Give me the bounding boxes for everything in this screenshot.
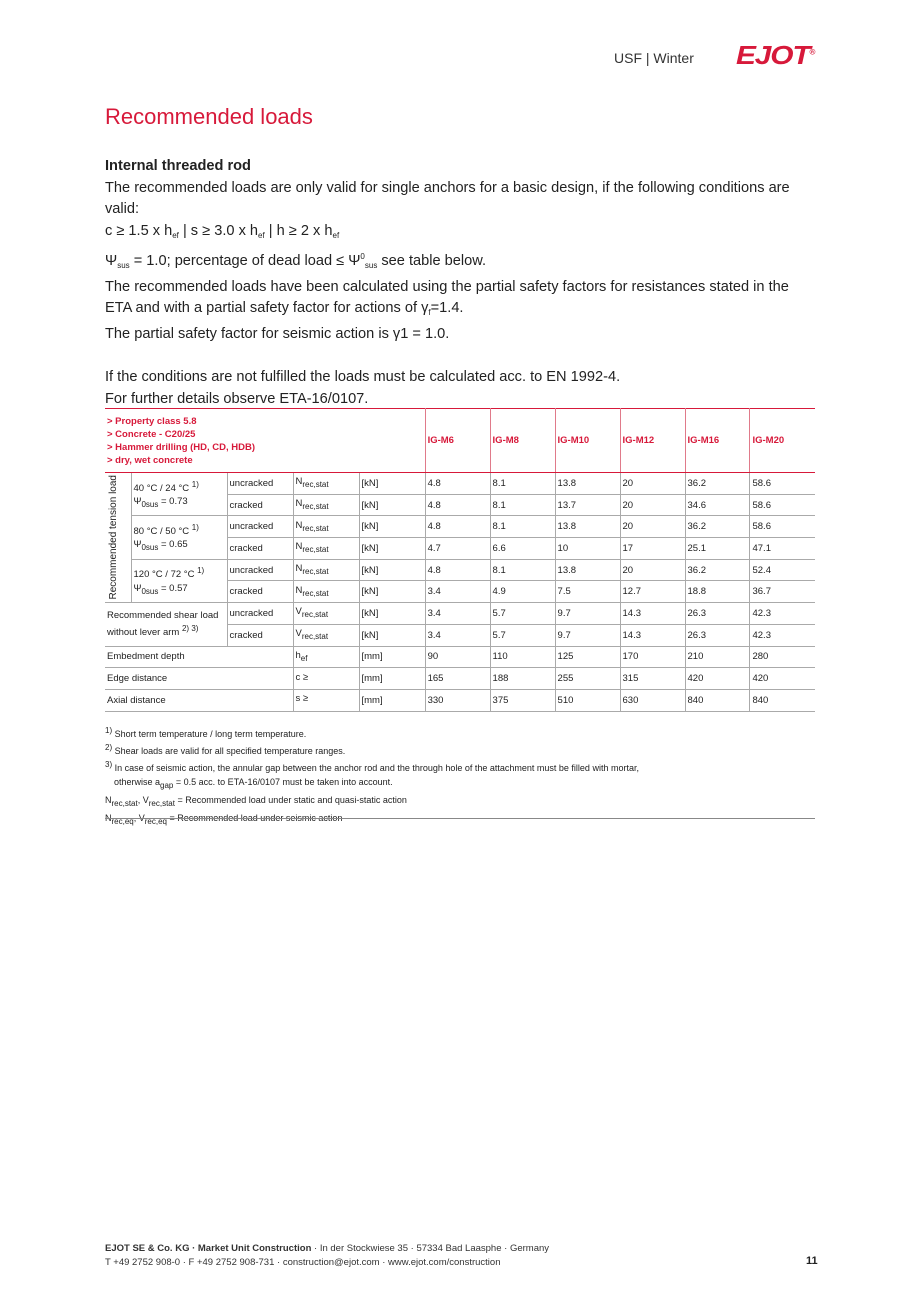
- value-cell: 36.7: [750, 581, 815, 603]
- value-cell: 12.7: [620, 581, 685, 603]
- symbol: s ≥: [293, 689, 359, 711]
- concrete-state: uncracked: [227, 603, 293, 625]
- symbol: $N_{rec,stat}$: [293, 494, 359, 516]
- footer: EJOT SE & Co. KG · Market Unit Construction · In der Stockwiese 35 · 57334 Bad Laasphe · Germany T +49 2752 908-0 · F +49 2752 908-731 · construction@ejot.com · www.ejot.com/construction: [105, 1243, 550, 1268]
- value-cell: 13.8: [555, 516, 620, 538]
- concrete-state: cracked: [227, 624, 293, 646]
- table-row: [105, 668, 815, 690]
- value-cell: 47.1: [750, 538, 815, 560]
- value-cell: 4.8: [425, 494, 490, 516]
- concrete-state: uncracked: [227, 516, 293, 538]
- value-cell: 17: [620, 538, 685, 560]
- unit: [kN]: [359, 473, 425, 495]
- section-header: USF | Winter: [614, 50, 694, 66]
- value-cell: 4.8: [425, 473, 490, 495]
- value-cell: 4.8: [425, 559, 490, 581]
- divider: [105, 818, 815, 819]
- symbol: $N_{rec,stat}$: [293, 581, 359, 603]
- column-header: IG-M10: [555, 409, 620, 473]
- value-cell: 5.7: [490, 603, 555, 625]
- value-cell: 9.7: [555, 624, 620, 646]
- value-cell: 165: [425, 668, 490, 690]
- column-header: IG-M16: [685, 409, 750, 473]
- table-row: [105, 473, 815, 495]
- symbol: c ≥: [293, 668, 359, 690]
- value-cell: 630: [620, 689, 685, 711]
- symbol: $h_{ef}$: [293, 646, 359, 668]
- concrete-state: cracked: [227, 581, 293, 603]
- value-cell: 840: [750, 689, 815, 711]
- unit: [kN]: [359, 624, 425, 646]
- value-cell: 58.6: [750, 516, 815, 538]
- parameter-label: Embedment depth: [105, 646, 293, 668]
- value-cell: 420: [685, 668, 750, 690]
- value-cell: 20: [620, 516, 685, 538]
- value-cell: 13.7: [555, 494, 620, 516]
- value-cell: 52.4: [750, 559, 815, 581]
- conditions-line: c ≥ 1.5 x $h_{ef}$ | s ≥ 3.0 x $h_{ef}$ | h ≥ 2 x $h_{ef}$: [105, 222, 340, 240]
- temperature-range: 40 °C / 24 °C $^{1)}$ $\Psi_{0sus} = 0.73$: [131, 473, 227, 516]
- value-cell: 9.7: [555, 603, 620, 625]
- page-title: Recommended loads: [105, 104, 313, 129]
- value-cell: 58.6: [750, 473, 815, 495]
- section-heading: Internal threaded rod: [105, 158, 251, 174]
- value-cell: 3.4: [425, 624, 490, 646]
- value-cell: 125: [555, 646, 620, 668]
- unit: [kN]: [359, 494, 425, 516]
- concrete-state: cracked: [227, 538, 293, 560]
- table-row: [105, 603, 815, 625]
- unit: [mm]: [359, 689, 425, 711]
- value-cell: 90: [425, 646, 490, 668]
- value-cell: 5.7: [490, 624, 555, 646]
- column-header: IG-M12: [620, 409, 685, 473]
- value-cell: 8.1: [490, 516, 555, 538]
- concrete-state: uncracked: [227, 559, 293, 581]
- table-row: [105, 516, 815, 538]
- value-cell: 26.3: [685, 603, 750, 625]
- unit: [mm]: [359, 668, 425, 690]
- unit: [kN]: [359, 603, 425, 625]
- value-cell: 510: [555, 689, 620, 711]
- value-cell: 840: [685, 689, 750, 711]
- value-cell: 26.3: [685, 624, 750, 646]
- value-cell: 20: [620, 473, 685, 495]
- value-cell: 170: [620, 646, 685, 668]
- unit: [mm]: [359, 646, 425, 668]
- value-cell: 375: [490, 689, 555, 711]
- value-cell: 20: [620, 559, 685, 581]
- value-cell: 58.6: [750, 494, 815, 516]
- value-cell: 42.3: [750, 603, 815, 625]
- value-cell: 315: [620, 668, 685, 690]
- unit: [kN]: [359, 516, 425, 538]
- conditions-cell: > Property class 5.8 > Concrete - C20/25 > Hammer drilling (HD, CD, HDB) > dry, wet concrete: [105, 409, 425, 473]
- value-cell: 6.6: [490, 538, 555, 560]
- value-cell: 36.2: [685, 559, 750, 581]
- ejot-logo: EJOT®: [736, 40, 815, 70]
- shear-label: Recommended shear load without lever arm $^{2) 3)}$: [105, 603, 227, 646]
- table-row: [105, 689, 815, 711]
- symbol: $N_{rec,stat}$: [293, 473, 359, 495]
- value-cell: 36.2: [685, 516, 750, 538]
- intro-text: Internal threaded rod The recommended loads are only valid for single anchors for a basic design, if the following conditions are valid: c ≥ 1.5 x $h_{ef}$ | s ≥ 3.0 x $h_{ef}$ | h ≥ 2 x $h_{ef}$ $\Psi_{sus} = 1.0$; percentage of dead load ≤ $\Psi^0_{sus}$ see table below. The recommended loads have been calculated using the partial safety factors for resistances stated in the ETA and with a partial safety factor for actions of $\gamma_f=1.4$. The partial safety factor for seismic action is γ1 = 1.0. If the conditions are not fulfilled the loads must be calculated acc. to EN 1992-4. For further details observe ETA-16/0107.: [105, 156, 805, 410]
- value-cell: 3.4: [425, 581, 490, 603]
- parameter-label: Axial distance: [105, 689, 293, 711]
- symbol: $N_{rec,stat}$: [293, 559, 359, 581]
- footnotes: $^{1)}$ Short term temperature / long term temperature. $^{2)}$ Shear loads are valid for all specified temperature ranges. $^{3)}$ In case of seismic action, the annular gap between the anchor rod and the through hole of the attachment must be filled with mortar, otherwise $a_{gap} = 0.5$ acc. to ETA-16/0107 must be taken into account. $N_{rec,stat}$, $V_{rec,stat}$ = Recommended load under static and quasi-static action $N_{rec,eq}$, $V_{rec,eq}$ = Recommended load under seismic action: [105, 726, 639, 826]
- tension-label: Recommended tension load: [105, 473, 131, 603]
- column-header: IG-M20: [750, 409, 815, 473]
- value-cell: 330: [425, 689, 490, 711]
- concrete-state: uncracked: [227, 473, 293, 495]
- symbol: $N_{rec,stat}$: [293, 516, 359, 538]
- page-number: 11: [806, 1255, 818, 1267]
- table-row: [105, 646, 815, 668]
- value-cell: 7.5: [555, 581, 620, 603]
- value-cell: 14.3: [620, 624, 685, 646]
- value-cell: 20: [620, 494, 685, 516]
- value-cell: 10: [555, 538, 620, 560]
- value-cell: 14.3: [620, 603, 685, 625]
- unit: [kN]: [359, 538, 425, 560]
- value-cell: 13.8: [555, 559, 620, 581]
- unit: [kN]: [359, 559, 425, 581]
- value-cell: 4.7: [425, 538, 490, 560]
- value-cell: 18.8: [685, 581, 750, 603]
- recommended-loads-table: [105, 408, 815, 712]
- value-cell: 210: [685, 646, 750, 668]
- value-cell: 8.1: [490, 473, 555, 495]
- value-cell: 280: [750, 646, 815, 668]
- value-cell: 42.3: [750, 624, 815, 646]
- value-cell: 255: [555, 668, 620, 690]
- value-cell: 8.1: [490, 494, 555, 516]
- value-cell: 420: [750, 668, 815, 690]
- column-header: IG-M8: [490, 409, 555, 473]
- temperature-range: 120 °C / 72 °C $^{1)}$ $\Psi_{0sus} = 0.57$: [131, 559, 227, 602]
- value-cell: 4.8: [425, 516, 490, 538]
- value-cell: 188: [490, 668, 555, 690]
- symbol: $N_{rec,stat}$: [293, 538, 359, 560]
- value-cell: 4.9: [490, 581, 555, 603]
- concrete-state: cracked: [227, 494, 293, 516]
- value-cell: 13.8: [555, 473, 620, 495]
- psi-line: $\Psi_{sus} = 1.0$; percentage of dead load ≤ $\Psi^0_{sus}$ see table below.: [105, 252, 487, 271]
- value-cell: 36.2: [685, 473, 750, 495]
- parameter-label: Edge distance: [105, 668, 293, 690]
- table-header-row: [105, 409, 815, 473]
- symbol: $V_{rec,stat}$: [293, 624, 359, 646]
- unit: [kN]: [359, 581, 425, 603]
- symbol: $V_{rec,stat}$: [293, 603, 359, 625]
- temperature-range: 80 °C / 50 °C $^{1)}$ $\Psi_{0sus} = 0.65$: [131, 516, 227, 559]
- value-cell: 110: [490, 646, 555, 668]
- value-cell: 8.1: [490, 559, 555, 581]
- value-cell: 25.1: [685, 538, 750, 560]
- table-row: [105, 559, 815, 581]
- value-cell: 3.4: [425, 603, 490, 625]
- column-header: IG-M6: [425, 409, 490, 473]
- value-cell: 34.6: [685, 494, 750, 516]
